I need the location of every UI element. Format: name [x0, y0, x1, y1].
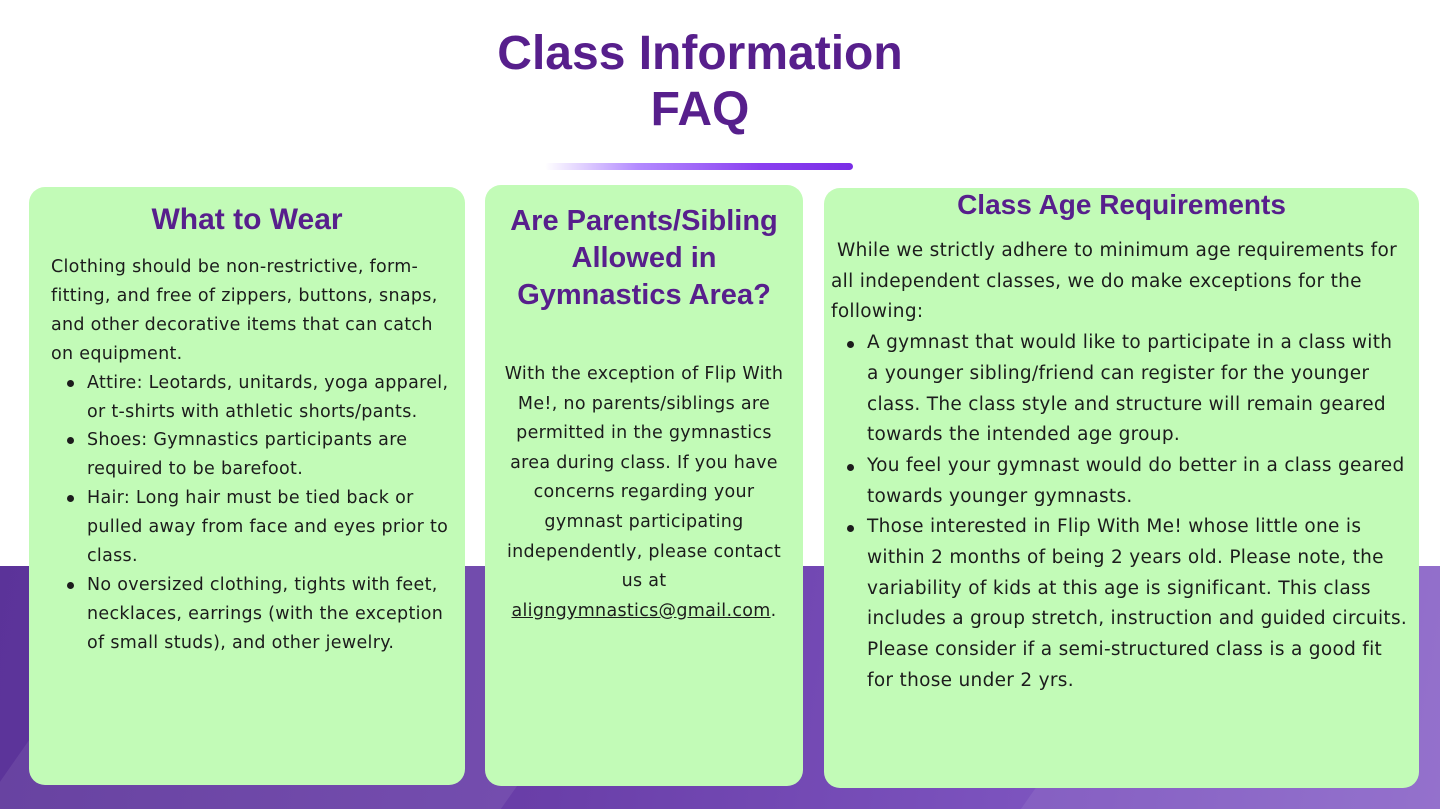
list-item: Shoes: Gymnastics participants are required to be barefoot.: [51, 426, 451, 484]
age-requirements-list: [831, 328, 1409, 696]
age-requirements-body: [824, 236, 1419, 697]
page-title-line-2: FAQ: [650, 83, 750, 136]
list-item: No oversized clothing, tights with feet, necklaces, earrings (with the exception of small studs), and other jewelry.: [51, 571, 451, 658]
parents-siblings-heading: Are Parents/Sibling Allowed in Gymnastics Area?: [510, 205, 778, 311]
page-title: [420, 26, 980, 138]
age-requirements-intro: While we strictly adhere to minimum age requirements for all independent classes, we do make exceptions for the following:: [831, 240, 1398, 323]
what-to-wear-intro: Clothing should be non-restrictive, form-fitting, and free of zippers, buttons, snaps, and other decorative items that can catch on equipment.: [51, 257, 438, 364]
what-to-wear-card: [29, 187, 465, 785]
what-to-wear-body: [51, 253, 451, 658]
page-title-line-1: Class Information: [497, 27, 903, 80]
list-item: Hair: Long hair must be tied back or pulled away from face and eyes prior to class.: [51, 484, 451, 571]
age-requirements-heading: Class Age Requirements: [957, 189, 1286, 220]
list-item: You feel your gymnast would do better in a class geared towards younger gymnasts.: [831, 451, 1409, 512]
email-link[interactable]: aligngymnastics@gmail.com: [511, 600, 771, 621]
title-divider: [545, 163, 853, 170]
list-item: Attire: Leotards, unitards, yoga apparel, or t-shirts with athletic shorts/pants.: [51, 369, 451, 427]
parents-siblings-body: [485, 360, 803, 626]
parents-siblings-card: [485, 185, 803, 786]
age-requirements-card: [824, 188, 1419, 788]
what-to-wear-list: [51, 369, 451, 658]
list-item: Those interested in Flip With Me! whose little one is within 2 months of being 2 years old. Please note, the variability of kids at this age is significant. This class includes a group stretch, instruction and guided circuits. Please consider if a semi-structured class is a good fit for those under 2 yrs.: [831, 512, 1409, 696]
what-to-wear-heading: What to Wear: [151, 203, 343, 236]
list-item: A gymnast that would like to participate in a class with a younger sibling/friend can register for the younger class. The class style and structure will remain geared towards the intended age group.: [831, 328, 1409, 451]
sentence-end: .: [770, 600, 777, 621]
parents-siblings-text: With the exception of Flip With Me!, no parents/siblings are permitted in the gymnastics area during class. If you have concerns regarding your gymnast participating independently, please contact us at: [504, 364, 784, 592]
